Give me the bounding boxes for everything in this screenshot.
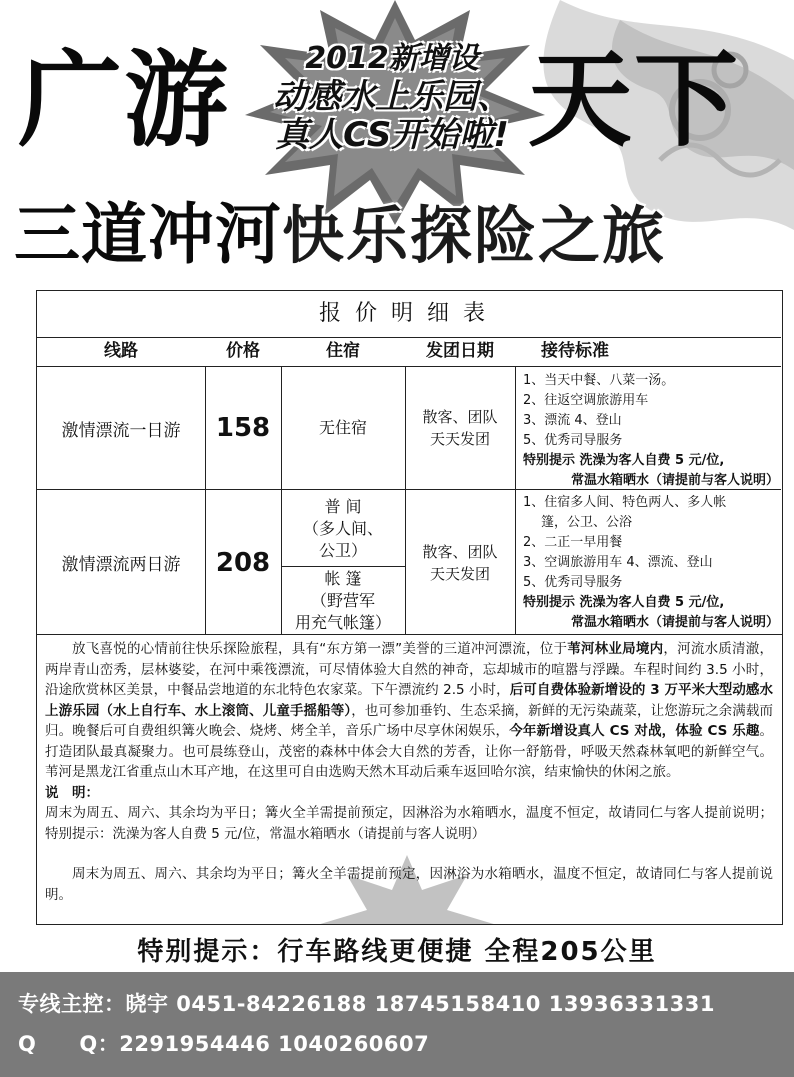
special-notice: 特别提示：行车路线更便捷 全程205公里 bbox=[137, 937, 657, 967]
standard-item: 篷，公卫、公浴 bbox=[541, 515, 633, 530]
lodging-line: 普 间 bbox=[324, 496, 362, 516]
note-label: 说 明： bbox=[45, 784, 99, 801]
table-row bbox=[37, 367, 205, 489]
route-name: 激情漂流两日游 bbox=[61, 555, 181, 575]
divider bbox=[281, 566, 405, 567]
divider bbox=[515, 366, 516, 634]
lodging-line: 用充气帐篷） bbox=[294, 613, 391, 632]
standard-item: 2、往返空调旅游用车 bbox=[523, 393, 649, 408]
lodging-line: 公卫） bbox=[318, 540, 367, 560]
standard-item: 5、优秀司导服务 bbox=[523, 433, 623, 448]
standard-item: 3、空调旅游用车 4、漂流、登山 bbox=[523, 555, 713, 570]
spacer bbox=[45, 844, 773, 864]
promo-text bbox=[262, 40, 522, 154]
lodging-cell bbox=[281, 568, 405, 634]
lodging-value: 无住宿 bbox=[318, 418, 367, 437]
description-box bbox=[36, 635, 783, 925]
text-run: 今年新增设真人 CS 对战，体验 CS 乐趣 bbox=[509, 723, 760, 739]
standard-item: 1、当天中餐、八菜一汤。 bbox=[523, 373, 675, 388]
standard-item: 2、二正一早用餐 bbox=[523, 535, 623, 550]
standard-item: 5、优秀司导服务 bbox=[523, 575, 623, 590]
depart-line-1: 散客、团队 bbox=[422, 408, 498, 426]
depart-line-2: 天天发团 bbox=[429, 564, 490, 583]
standard-cell bbox=[523, 371, 779, 491]
standard-item: 3、漂流 4、登山 bbox=[523, 413, 622, 428]
price-value: 208 bbox=[215, 547, 271, 578]
depart-cell bbox=[405, 491, 515, 634]
promo-line-1: 2012新增设 bbox=[305, 41, 479, 76]
text-run: 放飞喜悦的心情前往快乐探险旅程，具有“东方第一漂”美誉的三道冲河漂流，位于 bbox=[72, 641, 568, 657]
text-run: ，也可参加垂钓、生态采摘，新鲜的无污染蔬菜，让您游玩之余满载而归。晚餐后可自费组织篝火晚会、烧烤、烤全羊，音乐广场中尽享休闲娱乐， bbox=[45, 702, 774, 739]
header-standard: 接待标准 bbox=[541, 341, 609, 361]
promo-line-2: 动感水上乐园、 bbox=[273, 77, 511, 117]
depart-cell bbox=[405, 367, 515, 489]
header-depart: 发团日期 bbox=[426, 341, 494, 361]
table-title: 报价明细表 bbox=[37, 291, 781, 338]
lodging-line: 帐 篷 bbox=[324, 569, 362, 588]
price-value: 158 bbox=[215, 413, 271, 443]
text-run: 苇河林业局境内 bbox=[567, 641, 664, 657]
depart-line-1: 散客、团队 bbox=[422, 542, 498, 561]
lodging-line: （野营军 bbox=[310, 591, 375, 610]
text-run: 后可自费体验新增设的 3 万平米大型动感水上游乐园（水上自行车、水上滚筒、儿童手摇船等） bbox=[45, 682, 773, 719]
description-paragraph bbox=[45, 639, 773, 783]
title-right: 天下 bbox=[528, 39, 741, 161]
special-note: 特别提示 洗澡为客人自费 5 元/位, bbox=[523, 453, 725, 468]
title-left: 广游 bbox=[18, 39, 231, 161]
price-table bbox=[36, 290, 783, 635]
subtitle bbox=[14, 190, 666, 281]
price-cell bbox=[205, 367, 281, 489]
contact-phones: 专线主控：晓宇 0451-84226188 18745158410 13936331331 bbox=[18, 992, 715, 1016]
standard-item: 1、住宿多人间、特色两人、多人帐 bbox=[523, 495, 727, 510]
contact-qq: Q Q：2291954446 1040260607 bbox=[18, 1032, 430, 1056]
special-note: 常温水箱晒水（请提前与客人说明） bbox=[570, 615, 779, 630]
table-row bbox=[37, 491, 205, 634]
header-price: 价格 bbox=[226, 341, 260, 361]
note-paragraph: 周末为周五、周六、其余均为平日；篝火全羊需提前预定，因淋浴为水箱晒水，温度不恒定，故请同仁与客人提前说明；特别提示：洗澡为客人自费 5 元/位，常温水箱晒水（请提前与客人说明） bbox=[45, 805, 773, 842]
text-run: ，河流水质清澈，两岸青山峦秀，层林婆娑，在河中乘筏漂流，可尽情体验大自然的神奇，忘却城市的喧嚣与浮躁。车程时间约 3.5 小时，沿途欣赏林区美景，中餐品尝地道的东北特色农家菜。下午漂流约 2.5 小时， bbox=[45, 641, 774, 698]
special-note: 特别提示 洗澡为客人自费 5 元/位, bbox=[523, 595, 725, 610]
contact-footer bbox=[0, 972, 794, 1077]
header-route: 线路 bbox=[104, 341, 138, 361]
lodging-cell bbox=[281, 491, 405, 566]
depart-line-2: 天天发团 bbox=[429, 430, 490, 448]
subtitle-place: 三道冲河 bbox=[14, 196, 282, 273]
price-cell bbox=[205, 491, 281, 634]
poster-header bbox=[0, 0, 794, 290]
standard-cell bbox=[523, 493, 779, 633]
subtitle-trip: 快乐探险之旅 bbox=[282, 199, 667, 272]
route-name: 激情漂流一日游 bbox=[61, 420, 181, 441]
lodging-line: （多人间、 bbox=[302, 518, 383, 538]
note-paragraph: 周末为周五、周六、其余均为平日；篝火全羊需提前预定，因淋浴为水箱晒水，温度不恒定，故请同仁与客人提前说明。 bbox=[45, 866, 773, 903]
special-note: 常温水箱晒水（请提前与客人说明） bbox=[570, 473, 779, 488]
text-run: 。打造团队最真凝聚力。也可晨练登山，茂密的森林中体会大自然的芳香，让你一舒筋骨，呼吸天然森林氧吧的新鲜空气。苇河是黑龙江省重点山木耳产地，在这里可自由选购天然木耳动后乘车返回哈尔滨，结束愉快的休闲之旅。 bbox=[45, 723, 774, 780]
header-lodging: 住宿 bbox=[326, 341, 360, 361]
lodging-cell bbox=[281, 367, 405, 489]
promo-line-3: 真人CS开始啦! bbox=[275, 115, 509, 155]
description-text bbox=[45, 639, 773, 905]
